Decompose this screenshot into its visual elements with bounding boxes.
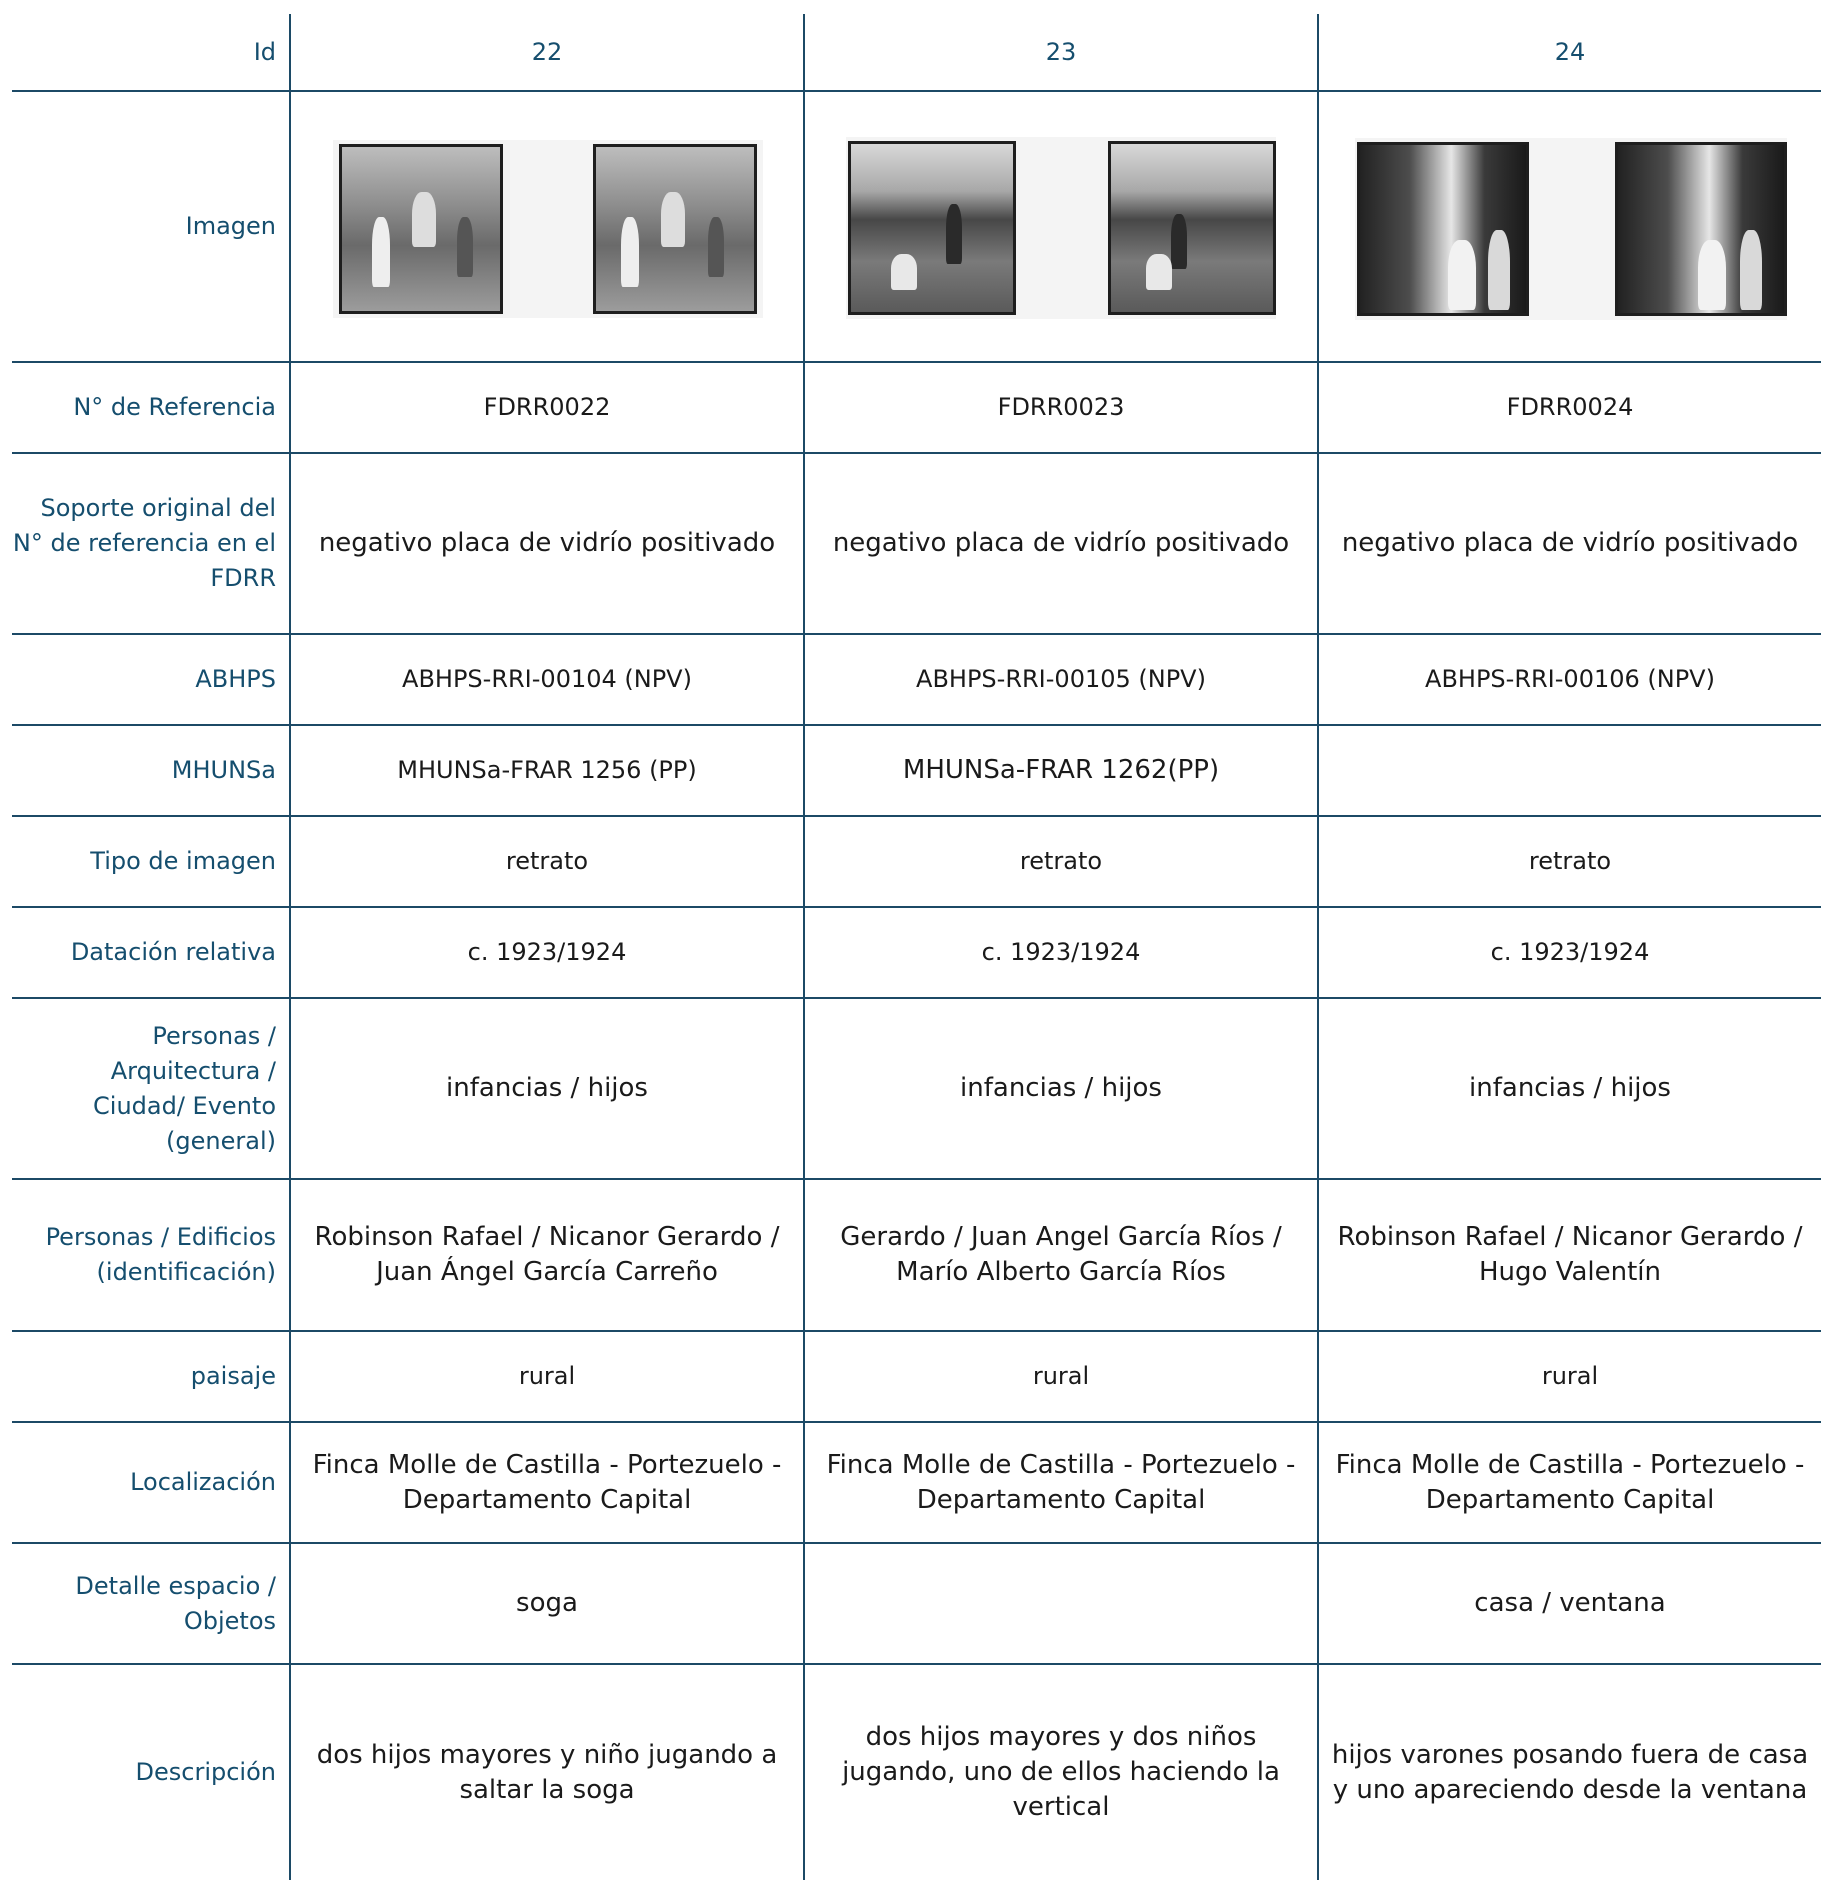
localizacion-value: Finca Molle de Castilla - Portezuelo - Departamento Capital — [826, 1449, 1296, 1515]
mhunsa-value: MHUNSa-FRAR 1262(PP) — [902, 755, 1220, 785]
detalle-value: soga — [516, 1588, 578, 1618]
abhps-value: ABHPS-RRI-00104 (NPV) — [402, 665, 692, 693]
tipo-value: retrato — [505, 847, 589, 875]
abhps-value: ABHPS-RRI-00105 (NPV) — [916, 665, 1206, 693]
photo-plate-right — [1615, 142, 1787, 316]
detalle-value: casa / ventana — [1474, 1588, 1666, 1618]
child-figure — [1698, 240, 1726, 310]
child-figure — [1171, 214, 1187, 269]
datacion-value: c. 1923/1924 — [981, 938, 1141, 966]
tipo-value: retrato — [1019, 847, 1103, 875]
ref-value: FDRR0022 — [483, 393, 611, 421]
paisaje-value: rural — [1541, 1362, 1599, 1390]
general-value: infancias / hijos — [446, 1073, 648, 1103]
identificacion-value: Robinson Rafael / Nicanor Gerardo / Juan Ángel García Carreño — [314, 1222, 780, 1287]
child-figure — [946, 204, 962, 264]
localizacion-value: Finca Molle de Castilla - Portezuelo - Departamento Capital — [1335, 1449, 1805, 1515]
paisaje-value: rural — [518, 1362, 576, 1390]
id-value: 24 — [1554, 37, 1586, 66]
soporte-value: negativo placa de vidrío positivado — [318, 528, 776, 558]
child-figure — [1740, 230, 1762, 310]
label-paisaje: paisaje — [190, 1362, 276, 1390]
ref-value: FDRR0023 — [997, 393, 1125, 421]
label-personas-general: Personas / Arquitectura / Ciudad/ Evento (general) — [93, 1021, 276, 1155]
photo-plate-right — [593, 144, 757, 314]
label-referencia: N° de Referencia — [73, 393, 276, 421]
descripcion-value: hijos varones posando fuera de casa y uno apareciendo desde la ventana — [1331, 1739, 1809, 1805]
child-figure — [412, 192, 436, 247]
descripcion-value: dos hijos mayores y niño jugando a saltar la soga — [316, 1739, 778, 1805]
datacion-value: c. 1923/1924 — [467, 938, 627, 966]
descripcion-value: dos hijos mayores y dos niños jugando, uno de ellos haciendo la vertical — [842, 1722, 1280, 1822]
general-value: infancias / hijos — [1469, 1073, 1671, 1103]
identificacion-value: Robinson Rafael / Nicanor Gerardo / Hugo Valentín — [1337, 1222, 1803, 1287]
label-localizacion: Localización — [130, 1468, 276, 1496]
abhps-value: ABHPS-RRI-00106 (NPV) — [1425, 665, 1715, 693]
id-value: 23 — [1045, 37, 1077, 66]
photo-plate-left — [1357, 142, 1529, 316]
label-imagen: Imagen — [185, 212, 276, 240]
soporte-value: negativo placa de vidrío positivado — [1341, 528, 1799, 558]
child-figure — [661, 192, 685, 247]
general-value: infancias / hijos — [960, 1073, 1162, 1103]
photo-plate-left — [339, 144, 503, 314]
child-figure — [708, 217, 724, 277]
tipo-value: retrato — [1528, 847, 1612, 875]
photo-plate-right — [1108, 141, 1276, 315]
stereo-photo-22 — [333, 140, 763, 318]
paisaje-value: rural — [1032, 1362, 1090, 1390]
stereo-photo-23 — [846, 137, 1276, 319]
mhunsa-value: MHUNSa-FRAR 1256 (PP) — [397, 756, 697, 784]
mhunsa-value — [1319, 726, 1821, 815]
label-detalle: Detalle espacio / Objetos — [75, 1571, 276, 1635]
photo-plate-left — [848, 141, 1016, 315]
soporte-value: negativo placa de vidrío positivado — [832, 528, 1290, 558]
child-figure — [1146, 254, 1172, 290]
child-figure — [1488, 230, 1510, 310]
label-soporte: Soporte original del N° de referencia en el FDRR — [12, 494, 276, 592]
label-id: Id — [253, 37, 276, 66]
child-figure — [891, 254, 917, 290]
detalle-value — [805, 1544, 1317, 1663]
stereo-photo-24 — [1355, 138, 1787, 320]
child-figure — [457, 217, 473, 277]
ref-value: FDRR0024 — [1506, 393, 1634, 421]
label-abhps: ABHPS — [195, 665, 276, 693]
label-descripcion: Descripción — [135, 1758, 276, 1786]
datacion-value: c. 1923/1924 — [1490, 938, 1650, 966]
label-tipo: Tipo de imagen — [90, 847, 276, 875]
child-figure — [1448, 240, 1476, 310]
label-datacion: Datación relativa — [70, 938, 276, 966]
child-figure — [621, 217, 639, 287]
localizacion-value: Finca Molle de Castilla - Portezuelo - Departamento Capital — [312, 1449, 782, 1515]
label-personas-identificacion: Personas / Edificios (identificación) — [45, 1223, 276, 1286]
identificacion-value: Gerardo / Juan Angel García Ríos / Marío Alberto García Ríos — [840, 1222, 1282, 1287]
id-value: 22 — [531, 37, 563, 66]
label-mhunsa: MHUNSa — [171, 756, 276, 784]
child-figure — [372, 217, 390, 287]
